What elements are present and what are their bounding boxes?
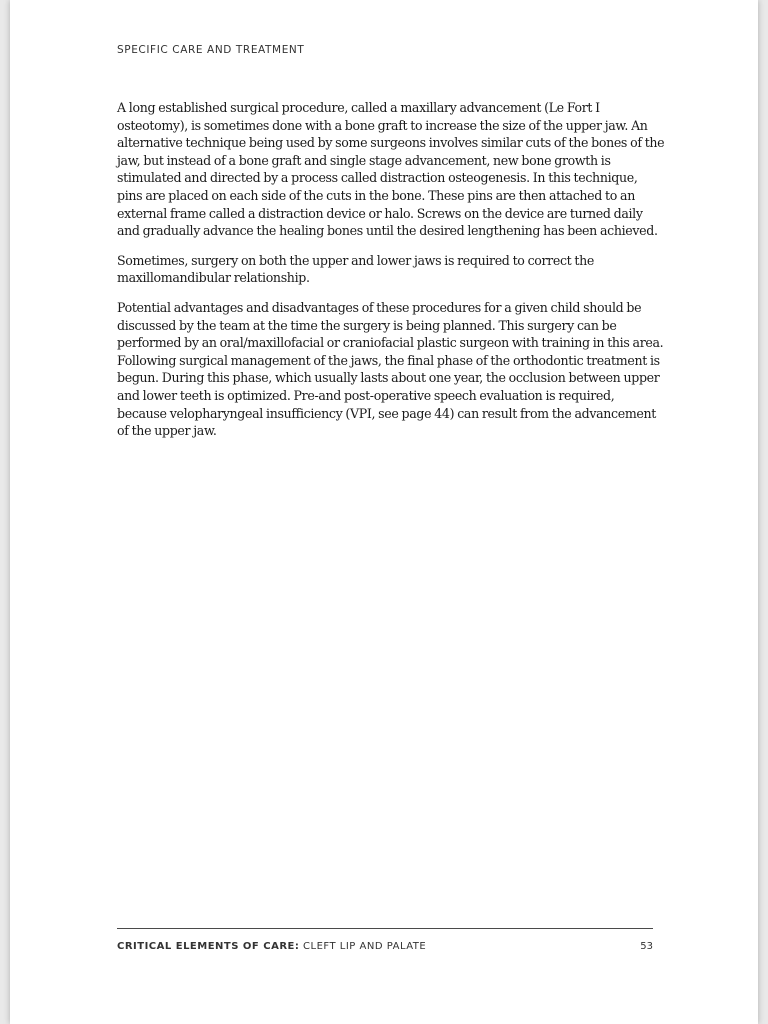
- page-footer: [117, 941, 653, 952]
- footer-title-rest: CLEFT LIP AND PALATE: [303, 941, 427, 952]
- page-number: 53: [640, 941, 653, 952]
- footer-divider: [117, 928, 653, 929]
- paragraph-both-jaws: Sometimes, surgery on both the upper and lower jaws is required to correct the maxillomandibular relationship.: [117, 252, 594, 286]
- document-page: [10, 0, 758, 1024]
- paragraph-advantages: Potential advantages and disadvantages of these procedures for a given child should be discussed by the team at the time the surgery is being planned. This surgery can be performed by an oral/maxillofacial or craniofacial plastic surgeon with training in this area. Following surgical management of the jaws, the final phase of the orthodontic treatment is begun. During this phase, which usually lasts about one year, the occlusion between upper and lower teeth is optimized. Pre-and post-operative speech evaluation is required, because velopharyngeal insufficiency (VPI, see page 44) can result from the advancement of the upper jaw.: [117, 299, 664, 439]
- running-header: SPECIFIC CARE AND TREATMENT: [117, 44, 305, 56]
- footer-title-bold: CRITICAL ELEMENTS OF CARE:: [117, 941, 300, 952]
- paragraph-distraction-osteogenesis: A long established surgical procedure, called a maxillary advancement (Le Fort I osteotomy), is sometimes done with a bone graft to increase the size of the upper jaw. An alternative technique being used by some surgeons involves similar cuts of the bones of the jaw, but instead of a bone graft and single stage advancement, new bone growth is stimulated and directed by a process called distraction osteogenesis. In this technique, pins are placed on each side of the cuts in the bone. These pins are then attached to an external frame called a distraction device or halo. Screws on the device are turned daily and gradually advance the healing bones until the desired lengthening has been achieved.: [117, 100, 665, 239]
- page-body: [117, 99, 665, 452]
